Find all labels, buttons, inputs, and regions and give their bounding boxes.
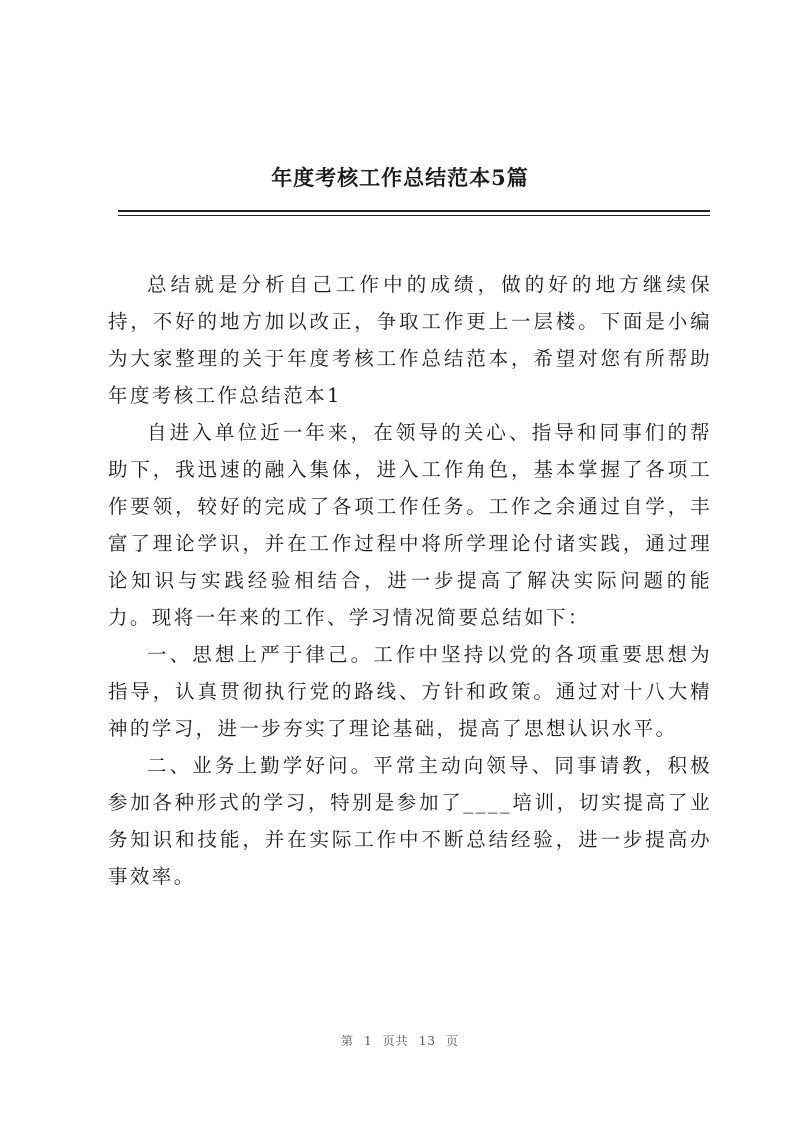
document-body xyxy=(108,266,712,895)
footer-middle: 页共 xyxy=(382,1034,409,1048)
footer-total-pages: 13 xyxy=(418,1034,436,1048)
page-footer xyxy=(0,1032,800,1049)
paragraph-intro: 总结就是分析自己工作中的成绩，做的好的地方继续保持，不好的地方加以改正，争取工作更上一层楼。下面是小编为大家整理的关于年度考核工作总结范本，希望对您有所帮助年度考核工作总结范本1 xyxy=(108,273,712,407)
paragraph-section-2: 二、业务上勤学好问。平常主动向领导、同事请教，积极参加各种形式的学习，特别是参加了____培训，切实提高了业务知识和技能，并在实际工作中不断总结经验，进一步提高办事效率。 xyxy=(108,754,712,888)
paragraph-section-1: 一、思想上严于律己。工作中坚持以党的各项重要思想为指导，认真贯彻执行党的路线、方针和政策。通过对十八大精神的学习，进一步夯实了理论基础，提高了思想认识水平。 xyxy=(108,643,712,740)
paragraph-overview: 自进入单位近一年来，在领导的关心、指导和同事们的帮助下，我迅速的融入集体，进入工作角色，基本掌握了各项工作要领，较好的完成了各项工作任务。工作之余通过自学，丰富了理论学识，并在工作过程中将所学理论付诸实践，通过理论知识与实践经验相结合，进一步提高了解决实际问题的能力。现将一年来的工作、学习情况简要总结如下： xyxy=(108,421,712,629)
document-title: 年度考核工作总结范本5篇 xyxy=(271,165,529,190)
title-divider-thick xyxy=(118,210,710,212)
title-divider-thin xyxy=(118,215,710,216)
footer-current-page: 1 xyxy=(364,1034,373,1048)
footer-suffix: 页 xyxy=(445,1034,459,1048)
footer-prefix: 第 xyxy=(341,1034,355,1048)
